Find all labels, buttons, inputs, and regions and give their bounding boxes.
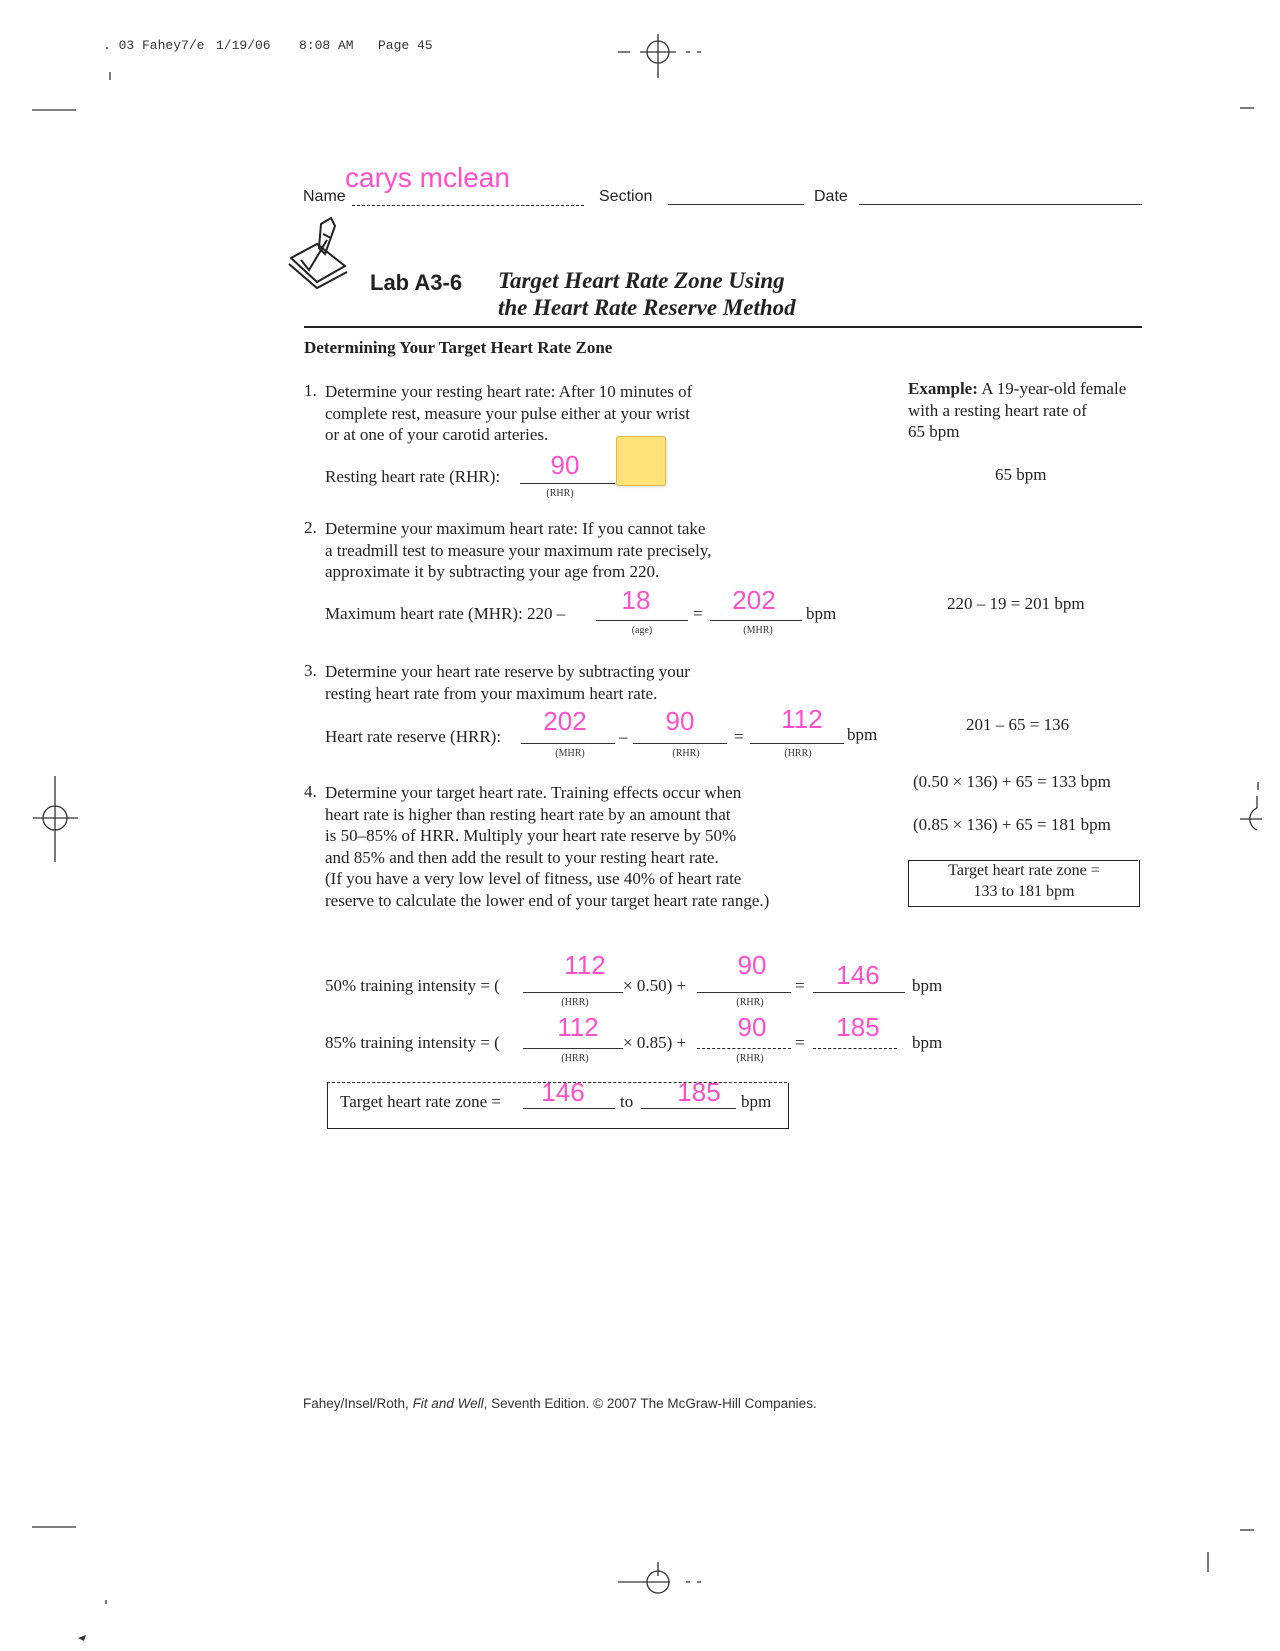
hrr-mhr-sublabel: (MHR) — [555, 748, 585, 759]
slug-date: 1/19/06 — [216, 38, 271, 53]
hrr-rhr-sublabel: (RHR) — [672, 748, 700, 759]
example-mhr: 220 – 19 = 201 bpm — [947, 594, 1085, 613]
pencil-checklist-icon — [287, 214, 349, 294]
step-3-text: Determine your heart rate reserve by subtracting your resting heart rate from your maximum heart rate. — [325, 662, 690, 703]
rhr-sublabel: (RHR) — [546, 488, 574, 499]
zone-low-blank — [523, 1108, 615, 1109]
r85-hrr-value: 112 — [557, 1012, 599, 1042]
step-4-text: Determine your target heart rate. Training effects occur when heart rate is higher than resting heart rate by an amount that is 50–85% of HRR. Multiply your heart rate reserve by 50% and 85% and then add the result to your resting heart rate. (If you have a very low level of fitness, use 40% of heart rate reserve to calculate the lower end of your target heart rate range.) — [325, 783, 770, 910]
date-line — [859, 204, 1142, 205]
section-label: Section — [599, 188, 653, 205]
step-1-number: 1. — [304, 381, 317, 400]
example-rhr: 65 bpm — [995, 465, 1047, 484]
r50-rhr-sublabel: (RHR) — [736, 997, 764, 1008]
rhr-value: 90 — [550, 450, 580, 480]
r85-label: 85% training intensity = ( — [325, 1033, 500, 1052]
name-label: Name — [303, 188, 346, 205]
r50-unit: bpm — [912, 976, 943, 995]
title-rule — [304, 326, 1142, 328]
step-1-text: Determine your resting heart rate: After 10 minutes of complete rest, measure your pulse either at your wrist or at one of your carotid arteries. — [325, 382, 693, 444]
example-calc-50: (0.50 × 136) + 65 = 133 bpm — [913, 772, 1111, 791]
zone-low-value: 146 — [541, 1077, 585, 1107]
lab-title-line1: Target Heart Rate Zone Using — [498, 268, 785, 293]
r85-equals: = — [795, 1033, 805, 1052]
age-value: 18 — [621, 585, 651, 615]
age-blank — [596, 620, 688, 621]
r85-mult: × 0.85) + — [623, 1033, 687, 1052]
example-intro: Example: A 19-year-old female with a resting heart rate of 65 bpm — [908, 379, 1127, 441]
step-4-number: 4. — [304, 782, 317, 801]
zone-high-value: 185 — [677, 1077, 721, 1107]
step-2-text: Determine your maximum heart rate: If you cannot take a treadmill test to measure your maximum rate precisely, approximate it by subtracting your age from 220. — [325, 519, 712, 581]
name-line — [352, 205, 584, 206]
r85-rhr-blank — [697, 1048, 791, 1049]
r50-result-blank — [813, 992, 905, 993]
zone-label: Target heart rate zone = — [340, 1092, 501, 1111]
section-heading: Determining Your Target Heart Rate Zone — [304, 338, 613, 357]
r50-hrr-blank — [523, 992, 623, 993]
hrr-result-value: 112 — [781, 704, 823, 734]
r50-rhr-value: 90 — [737, 950, 767, 980]
example-zone-box: Target heart rate zone = 133 to 181 bpm — [908, 860, 1140, 907]
mhr-unit: bpm — [806, 604, 837, 623]
age-sublabel: (age) — [631, 625, 653, 636]
step-3-number: 3. — [304, 661, 317, 680]
r50-hrr-sublabel: (HRR) — [561, 997, 589, 1008]
step-2-number: 2. — [304, 518, 317, 537]
slug-page: Page 45 — [378, 38, 433, 53]
rhr-blank — [520, 483, 615, 484]
r50-result-value: 146 — [836, 960, 880, 990]
r85-rhr-sublabel: (RHR) — [736, 1053, 764, 1064]
r85-result-blank — [813, 1048, 897, 1049]
mhr-equals: = — [693, 604, 703, 623]
slug-time: 8:08 AM — [299, 38, 354, 53]
example-zone-box-top — [908, 860, 1138, 861]
r50-equals: = — [795, 976, 805, 995]
r50-label: 50% training intensity = ( — [325, 976, 500, 995]
lab-title-line2: the Heart Rate Reserve Method — [498, 295, 796, 320]
rhr-label: Resting heart rate (RHR): — [325, 467, 501, 486]
footer-credit: Fahey/Insel/Roth, Fit and Well, Seventh Edition. © 2007 The McGraw-Hill Companies. — [303, 1396, 817, 1411]
example-hrr: 201 – 65 = 136 — [966, 715, 1070, 734]
mhr-sublabel: (MHR) — [743, 625, 773, 636]
zone-unit: bpm — [741, 1092, 772, 1111]
hrr-result-sublabel: (HRR) — [784, 748, 812, 759]
lab-number: Lab A3-6 — [370, 270, 463, 295]
r85-hrr-sublabel: (HRR) — [561, 1053, 589, 1064]
r85-rhr-value: 90 — [737, 1012, 767, 1042]
r85-hrr-blank — [523, 1048, 623, 1049]
slug-file: . 03 Fahey7/e — [103, 38, 205, 53]
mhr-label: Maximum heart rate (MHR): 220 – — [325, 604, 566, 623]
hrr-rhr-value: 90 — [665, 706, 695, 736]
r50-rhr-blank — [697, 992, 791, 993]
hrr-mhr-blank — [521, 743, 615, 744]
mhr-value: 202 — [732, 585, 776, 615]
r50-mult: × 0.50) + — [623, 976, 687, 995]
name-value: carys mclean — [345, 162, 510, 193]
sticky-note[interactable] — [616, 436, 666, 486]
date-label: Date — [814, 188, 848, 205]
mhr-blank — [710, 620, 802, 621]
hrr-result-blank — [750, 743, 844, 744]
hrr-minus: – — [619, 727, 628, 746]
example-calc-85: (0.85 × 136) + 65 = 181 bpm — [913, 815, 1111, 834]
r85-unit: bpm — [912, 1033, 943, 1052]
zone-to: to — [620, 1092, 634, 1111]
r85-result-value: 185 — [836, 1012, 880, 1042]
hrr-mhr-value: 202 — [543, 706, 587, 736]
hrr-equals: = — [734, 727, 744, 746]
r50-hrr-value: 112 — [564, 950, 606, 980]
hrr-unit: bpm — [847, 725, 878, 744]
hrr-label: Heart rate reserve (HRR): — [325, 727, 502, 746]
section-line — [668, 204, 804, 205]
zone-high-blank — [641, 1108, 736, 1109]
hrr-rhr-blank — [633, 743, 727, 744]
